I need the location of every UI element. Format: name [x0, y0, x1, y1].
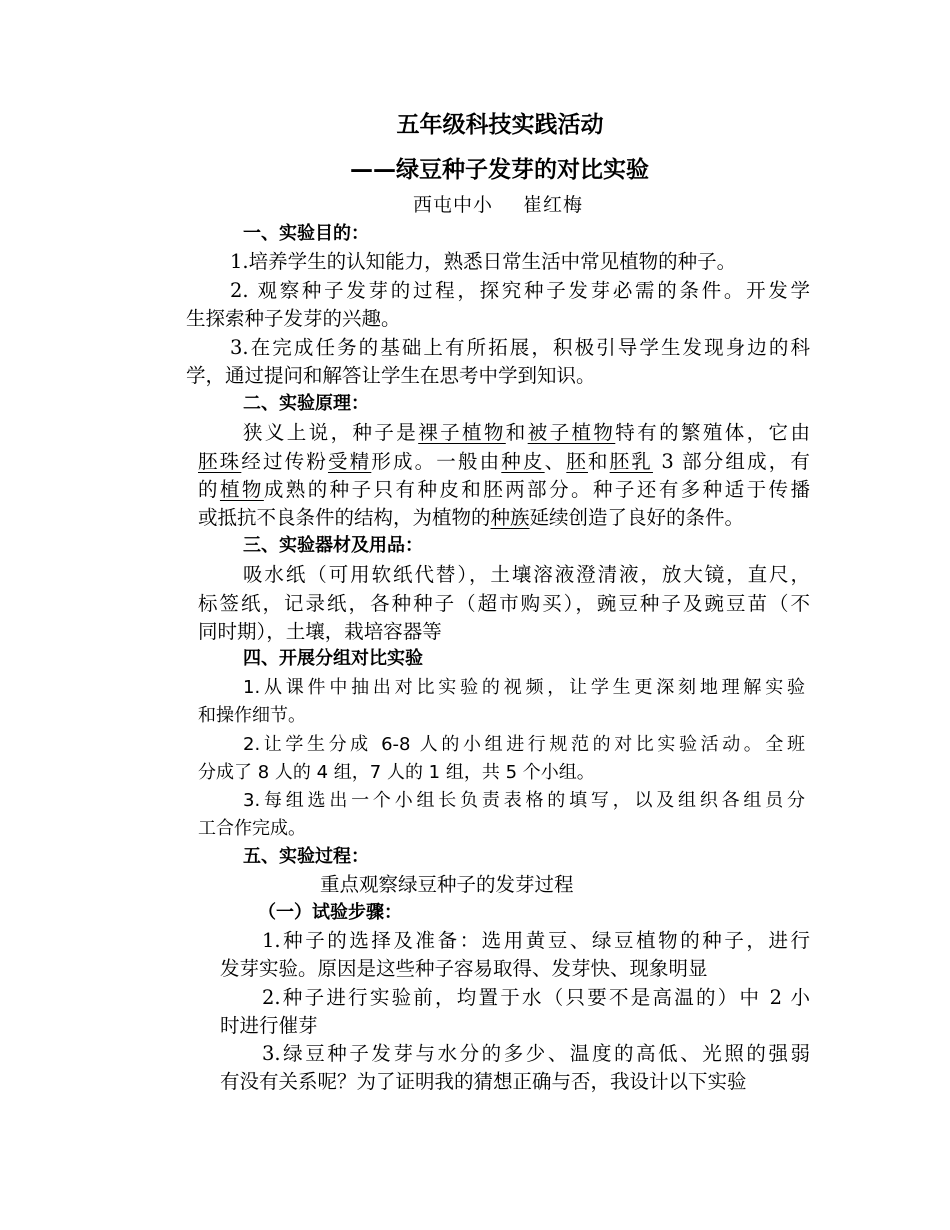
term-angiosperm: 被子植物	[527, 421, 616, 444]
section-4-paragraph-3-line-1: 3.每组选出一个小组长负责表格的填写，以及组织各组员分	[243, 790, 805, 811]
section-5-paragraph-1-line-2: 发芽实验。原因是这些种子容易取得、发芽快、现象明显	[220, 957, 708, 980]
section-4-paragraph-2-line-2: 分成了 8 人的 4 组，7 人的 1 组，共 5 个小组。	[198, 762, 595, 783]
page-subtitle: ——绿豆种子发芽的对比实验	[350, 157, 649, 183]
section-4-paragraph-2-line-1: 2.让学生分成 6-8 人的小组进行规范的对比实验活动。全班	[243, 734, 805, 755]
term-plant: 植物	[219, 478, 264, 501]
section-2-heading: 二、实验原理：	[243, 393, 369, 414]
section-5-focus: 重点观察绿豆种子的发芽过程	[320, 873, 574, 896]
section-2-line-2: 胚珠经过传粉受精形成。一般由种皮、胚和胚乳 3 部分组成，有	[198, 450, 810, 473]
author-school: 西屯中小	[413, 194, 494, 216]
section-4-paragraph-1-line-2: 和操作细节。	[198, 705, 306, 726]
section-5-paragraph-3-line-1: 3.绿豆种子发芽与水分的多少、温度的高低、光照的强弱	[262, 1042, 810, 1065]
section-5-paragraph-3-line-2: 有没有关系呢？为了证明我的猜想正确与否，我设计以下实验	[220, 1070, 747, 1093]
section-5-paragraph-1-line-1: 1.种子的选择及准备：选用黄豆、绿豆植物的种子，进行	[262, 929, 810, 952]
section-5-paragraph-2-line-2: 时进行催芽	[220, 1014, 318, 1037]
section-5-paragraph-2-line-1: 2.种子进行实验前，均置于水（只要不是高温的）中 2 小	[262, 986, 810, 1009]
section-5-heading: 五、实验过程：	[243, 846, 369, 867]
section-2-line-4: 或抵抗不良条件的结构，为植物的种族延续创造了良好的条件。	[198, 506, 745, 529]
section-4-paragraph-1-line-1: 1.从课件中抽出对比实验的视频，让学生更深刻地理解实验	[243, 677, 805, 698]
section-2-line-1: 狭义上说，种子是裸子植物和被子植物特有的繁殖体，它由	[243, 421, 810, 444]
term-embryo: 胚	[566, 450, 588, 473]
page-title: 五年级科技实践活动	[396, 112, 604, 138]
section-1-paragraph-3-line-1: 3.在完成任务的基础上有所拓展，积极引导学生发现身边的科	[230, 336, 810, 359]
term-race: 种族	[490, 506, 530, 529]
term-fertilization: 受精	[327, 450, 372, 473]
section-1-paragraph-1: 1.培养学生的认知能力，熟悉日常生活中常见植物的种子。	[230, 250, 737, 273]
term-ovule: 胚珠	[198, 450, 242, 473]
section-1-paragraph-3-line-2: 学，通过提问和解答让学生在思考中学到知识。	[186, 364, 596, 387]
section-3-line-2: 标签纸，记录纸，各种种子（超市购买），豌豆种子及豌豆苗（不	[198, 592, 810, 615]
section-3-heading: 三、实验器材及用品：	[243, 535, 423, 556]
section-3-line-1: 吸水纸（可用软纸代替），土壤溶液澄清液，放大镜，直尺，	[243, 563, 810, 586]
section-4-heading: 四、开展分组对比实验	[243, 648, 423, 669]
section-5-sub-heading: （一）试验步骤：	[258, 902, 402, 923]
section-1-paragraph-2-line-1: 2. 观察种子发芽的过程，探究种子发芽必需的条件。开发学	[230, 279, 810, 302]
author-line	[413, 192, 583, 218]
section-2-line-3: 的植物成熟的种子只有种皮和胚两部分。种子还有多种适于传播	[198, 478, 810, 501]
section-1-paragraph-2-line-2: 生探索种子发芽的兴趣。	[186, 307, 401, 330]
section-3-line-3: 同时期），土壤，栽培容器等	[198, 620, 442, 643]
author-name: 崔红梅	[523, 194, 584, 216]
term-gymnosperm: 裸子植物	[418, 421, 506, 444]
section-1-heading: 一、实验目的：	[243, 223, 369, 244]
term-endosperm: 胚乳	[609, 450, 653, 473]
term-seed-coat: 种皮	[501, 450, 545, 473]
section-4-paragraph-3-line-2: 工合作完成。	[198, 818, 306, 839]
